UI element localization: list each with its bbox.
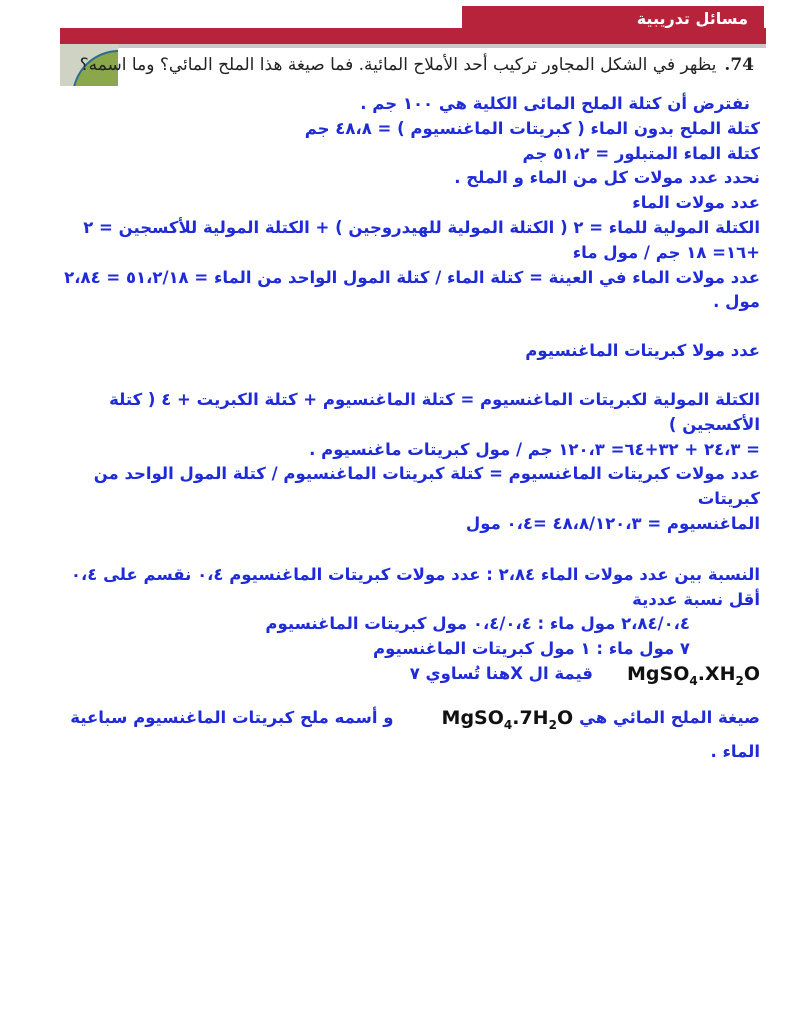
x-value-line xyxy=(40,662,760,694)
answer-line: أقل نسبة عددية xyxy=(632,589,760,609)
answer-line: كتلة الماء المتبلور = ٥١،٢ جم xyxy=(522,143,760,163)
answer-line: مول . xyxy=(713,292,760,312)
question-number: 74. xyxy=(724,55,754,75)
answer-line: النسبة بين عدد مولات الماء ٢،٨٤ : عدد مولات كبريتات الماغنسيوم ٠،٤ نقسم على ٠،٤ xyxy=(70,564,760,584)
section-title: عدد مولا كبريتات الماغنسيوم xyxy=(525,341,760,361)
answer-body xyxy=(40,92,760,766)
answer-line: ٢،٨٤/٠،٤ مول ماء : ٠،٤/٠،٤ مول كبريتات الماغنسيوم xyxy=(265,614,690,634)
answer-line: كتلة الملح بدون الماء ( كبريتات الماغنسيوم ) = ٤٨،٨ جم xyxy=(304,118,760,138)
final-answer xyxy=(40,704,760,767)
answer-line: عدد مولات الماء في العينة = كتلة الماء / كتلة المول الواحد من الماء = ٥١،٢/١٨ = ٢،٨٤ xyxy=(64,267,760,287)
answer-line: نفترض أن كتلة الملح المائى الكلية هي ١٠٠ جم . xyxy=(360,94,750,113)
answer-line: عدد مولات الماء xyxy=(632,193,760,213)
question-text: يظهر في الشكل المجاور تركيب أحد الأملاح المائية. فما صيغة هذا الملح المائي؟ وما اسمه؟ xyxy=(79,55,717,75)
header-band xyxy=(60,28,766,44)
answer-line: +١٦= ١٨ جم / مول ماء xyxy=(572,242,760,262)
answer-line: ٧ مول ماء : ١ مول كبريتات الماغنسيوم xyxy=(373,639,690,659)
answer-line: = ٢٤،٣ + ٣٢+٦٤= ١٢٠،٣ جم / مول كبريتات ماغنسيوم . xyxy=(309,439,760,459)
question xyxy=(79,48,766,82)
answer-line: نحدد عدد مولات كل من الماء و الملح . xyxy=(454,168,760,188)
answer-line: الكتلة المولية لكبريتات الماغنسيوم = كتلة الماغنسيوم + كتلة الكبريت + ٤ ( كتلة الأكسجين ) xyxy=(109,389,760,434)
final-suffix: و أسمه ملح كبريتات الماغنسيوم سباعية xyxy=(70,707,394,727)
final-formula: $MgSO_4.7H_2O$ xyxy=(441,706,574,732)
final-tail: الماء . xyxy=(710,742,760,762)
final-prefix: صيغة الملح المائي هي xyxy=(579,707,760,727)
x-value-text: قيمة ال Xهنا تُساوي ٧ xyxy=(409,663,593,683)
header-title: مسائل تدريبية xyxy=(636,9,748,28)
answer-line: الماغنسيوم = ٤٨،٨/١٢٠،٣ =٠،٤ مول xyxy=(465,513,760,533)
answer-line: عدد مولات كبريتات الماغنسيوم = كتلة كبريتات الماغنسيوم / كتلة المول الواحد من كبريتات xyxy=(93,464,760,509)
general-formula: $MgSO_4.XH_2O$ xyxy=(627,662,760,688)
answer-line: الكتلة المولية للماء = ٢ ( الكتلة المولية للهيدروجين ) + الكتلة المولية للأكسجين = ٢ xyxy=(83,217,760,237)
